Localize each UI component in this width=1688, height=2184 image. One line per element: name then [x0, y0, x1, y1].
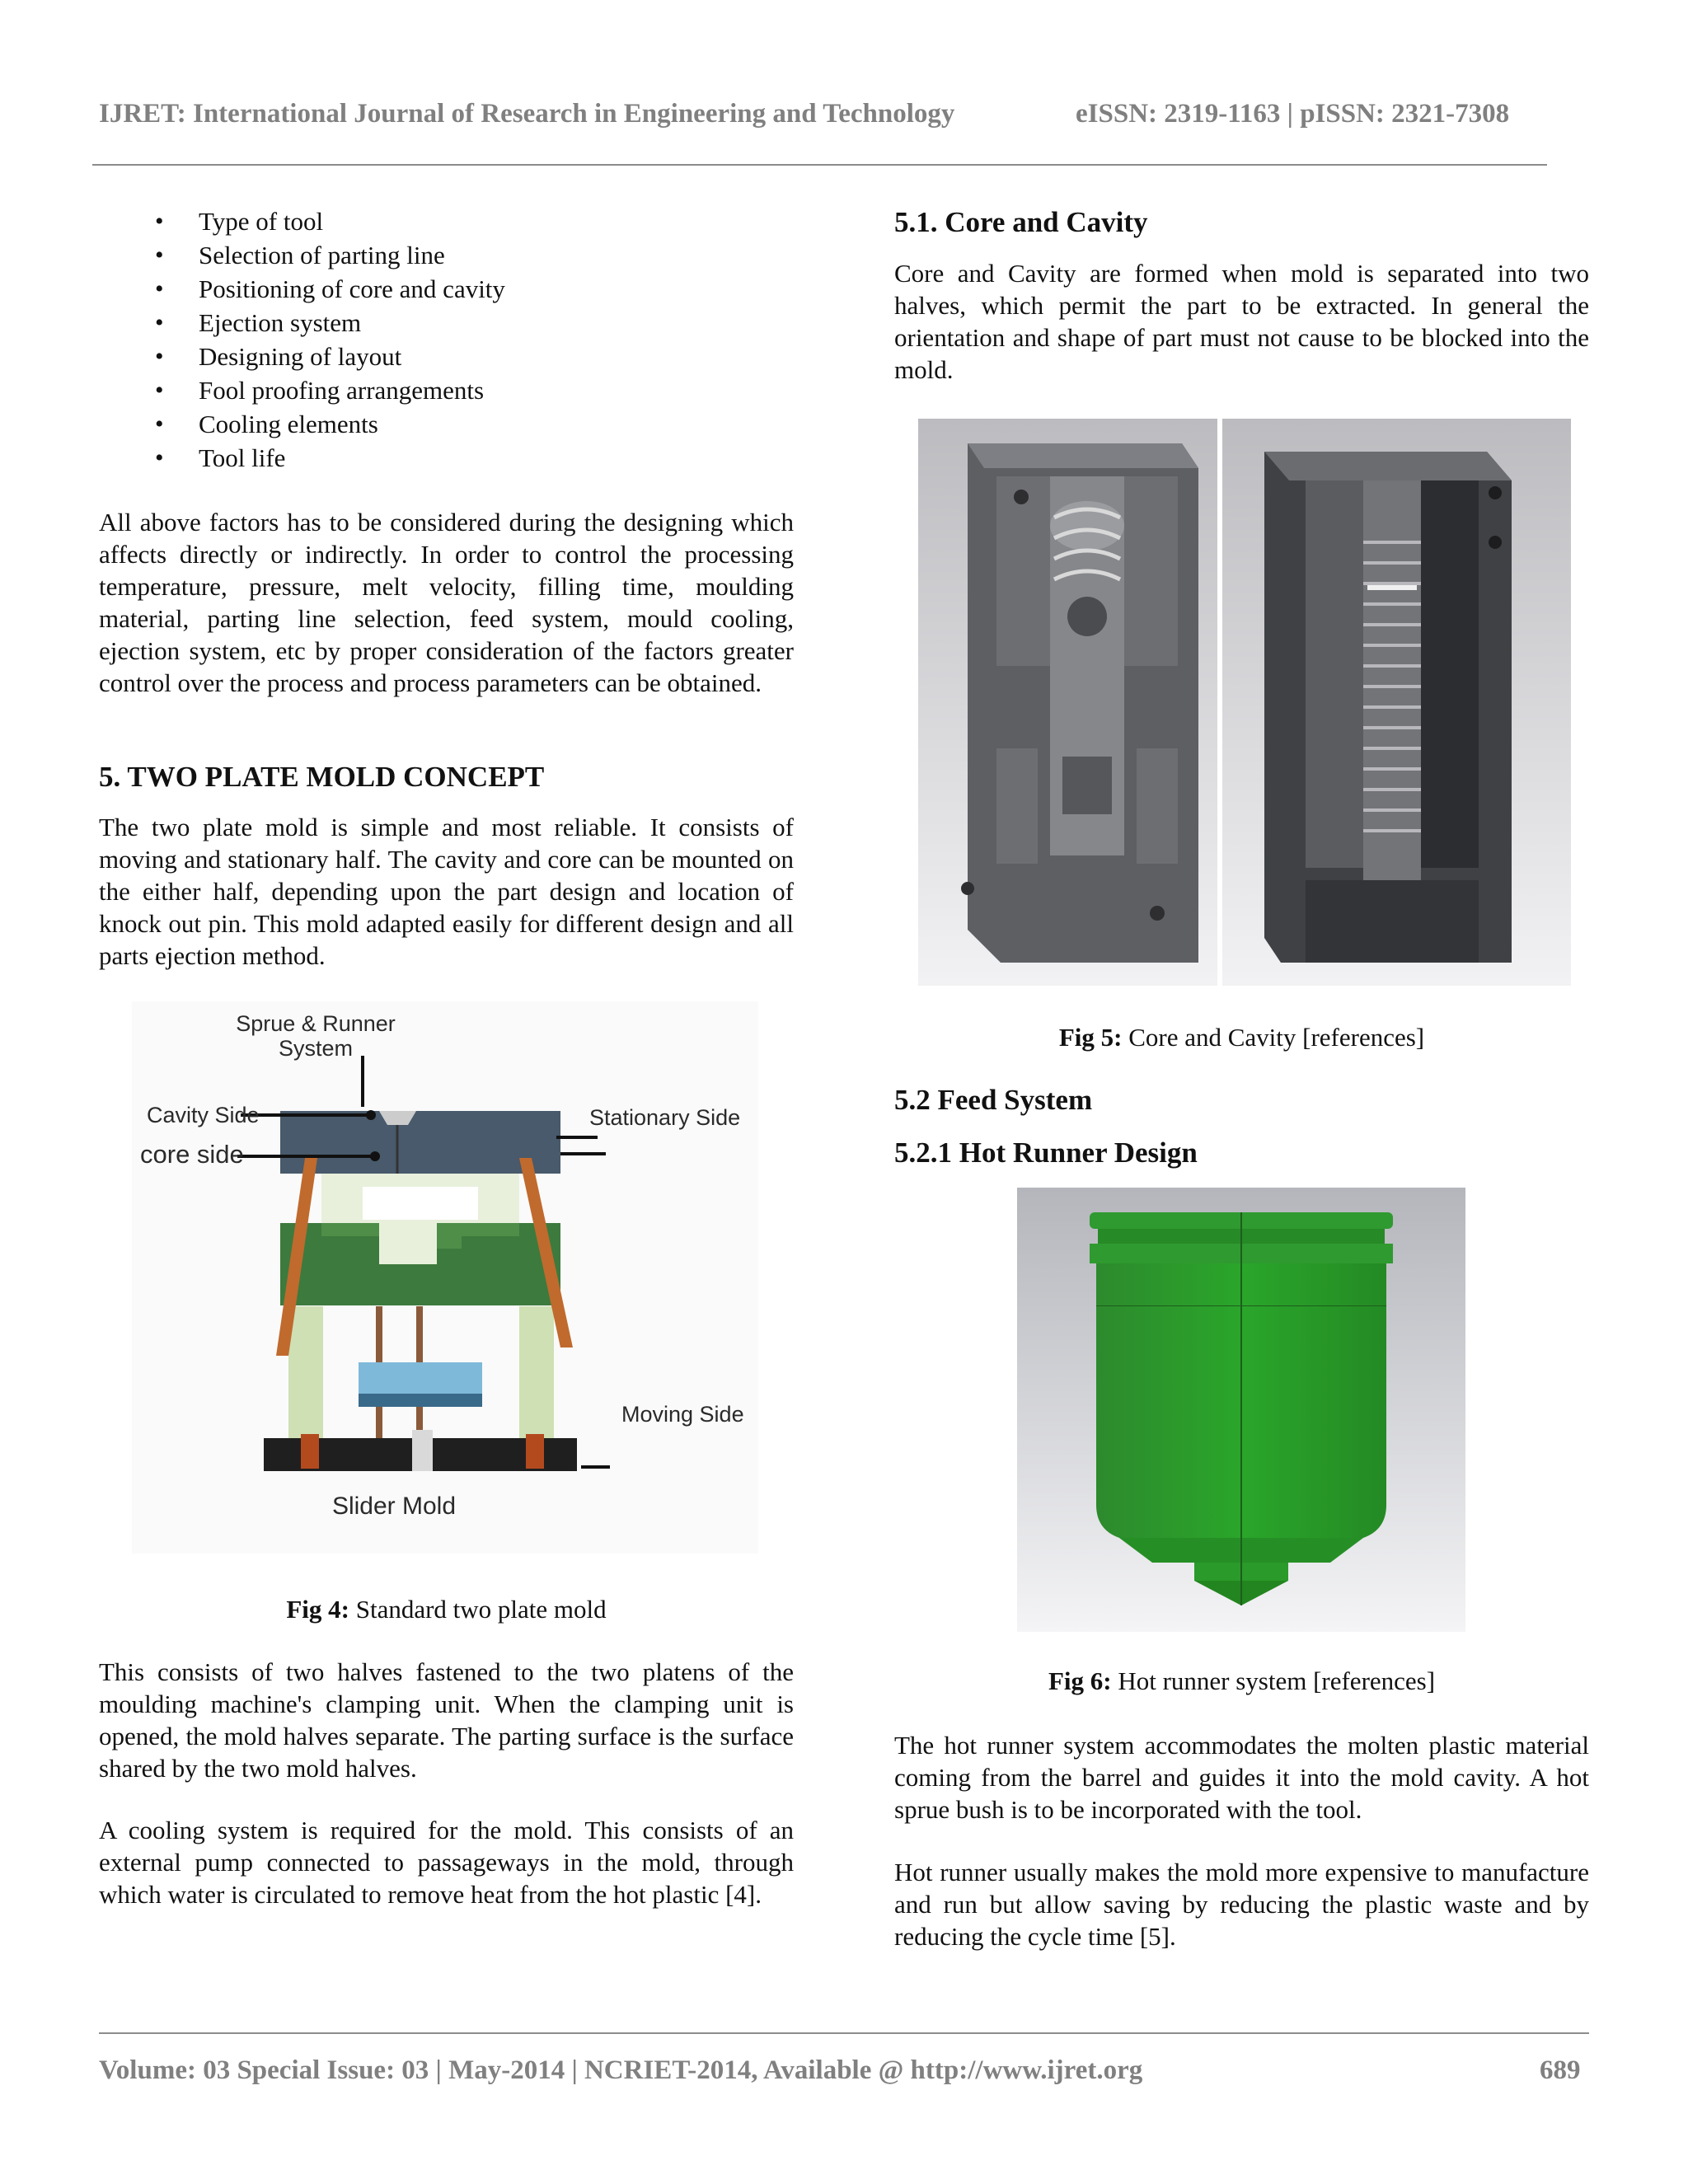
ejector-plate: [359, 1362, 482, 1394]
list-item: • Selection of parting line: [99, 238, 824, 272]
section-5-2-1-heading: 5.2.1 Hot Runner Design: [894, 1137, 1198, 1169]
two-plate-mold-illustration: [132, 1001, 758, 1554]
list-item: • Designing of layout: [99, 340, 824, 373]
guide-pillar: [519, 1306, 554, 1438]
header-rule: [92, 164, 1547, 166]
list-item: • Positioning of core and cavity: [99, 272, 824, 306]
label-stationary-side: Stationary Side: [589, 1105, 741, 1130]
label-slider-mold: Slider Mold: [331, 1493, 457, 1520]
fig5-core-cavity-image: [918, 419, 1571, 986]
fig4-two-plate-mold-diagram: [132, 1001, 758, 1554]
design-factors-list: [99, 204, 824, 475]
stationary-plate: [280, 1111, 560, 1174]
label-sprue: Sprue & Runner: [236, 1011, 396, 1036]
label-moving-side: Moving Side: [621, 1402, 744, 1427]
fig6-hot-runner-image: [1017, 1188, 1465, 1632]
journal-issn: eISSN: 2319-1163 | pISSN: 2321-7308: [1076, 99, 1510, 129]
paragraph: All above factors has to be considered during the designing which affects directly or indirectly. In order to control the processing temperature, pressure, melt velocity, filling time, moulding material, parting line selection, feed system, mould cooling, ejection system, etc by proper consideration of the factors greater control over the process and process parameters can be obtained.: [99, 508, 794, 697]
journal-title: IJRET: International Journal of Research in Engineering and Technology: [99, 99, 955, 129]
section-5-2-heading: 5.2 Feed System: [894, 1084, 1093, 1116]
section-5-heading: 5. TWO PLATE MOLD CONCEPT: [99, 761, 545, 793]
guide-pillar: [288, 1306, 323, 1438]
fig6-caption: Fig 6: Hot runner system [references]: [1048, 1666, 1436, 1695]
fig4-caption: Fig 4: Standard two plate mold: [286, 1595, 607, 1624]
label-cavity-side: Cavity Side: [147, 1103, 260, 1127]
list-item: • Ejection system: [99, 306, 824, 340]
hot-runner-render: [1017, 1188, 1465, 1632]
list-item: • Type of tool: [99, 204, 824, 238]
label-sprue-system: System: [278, 1036, 354, 1061]
page-number: 689: [1540, 2055, 1581, 2085]
paragraph: A cooling system is required for the mold. This consists of an external pump connected to passageways in the mold, through which water is circulated to remove heat from the hot plastic [4].: [99, 1816, 794, 1909]
fig5-caption: Fig 5: Core and Cavity [references]: [1058, 1023, 1425, 1052]
paragraph: The two plate mold is simple and most reliable. It consists of moving and stationary half. The cavity and core can be mounted on the either half, depending upon the part design and location of knock out pin. This mold adapted easily for different design and all parts ejection method.: [99, 813, 794, 970]
section-5-1-heading: 5.1. Core and Cavity: [894, 206, 1148, 238]
footer-citation: Volume: 03 Special Issue: 03 | May-2014 | NCRIET-2014, Available @ http://www.ijret.org: [99, 2055, 1143, 2085]
core-cavity-render: [918, 419, 1571, 986]
label-core-side: core side: [140, 1140, 244, 1169]
paragraph: The hot runner system accommodates the molten plastic material coming from the barrel and guides it into the mold cavity. A hot sprue bush is to be incorporated with the tool.: [894, 1731, 1589, 1824]
paragraph: Core and Cavity are formed when mold is separated into two halves, which permit the part to be extracted. In general the orientation and shape of part must not cause to be blocked into the mold.: [894, 259, 1589, 384]
list-item: • Cooling elements: [99, 407, 824, 441]
paragraph: This consists of two halves fastened to the two platens of the moulding machine's clamping unit. When the clamping unit is opened, the mold halves separate. The parting surface is the surface shared by the two mold halves.: [99, 1657, 794, 1783]
list-item: • Fool proofing arrangements: [99, 373, 824, 407]
footer-rule: [99, 2032, 1589, 2034]
list-item: • Tool life: [99, 441, 824, 475]
paragraph: Hot runner usually makes the mold more expensive to manufacture and run but allow saving by reducing the plastic waste and by reducing the cycle time [5].: [894, 1858, 1589, 1951]
